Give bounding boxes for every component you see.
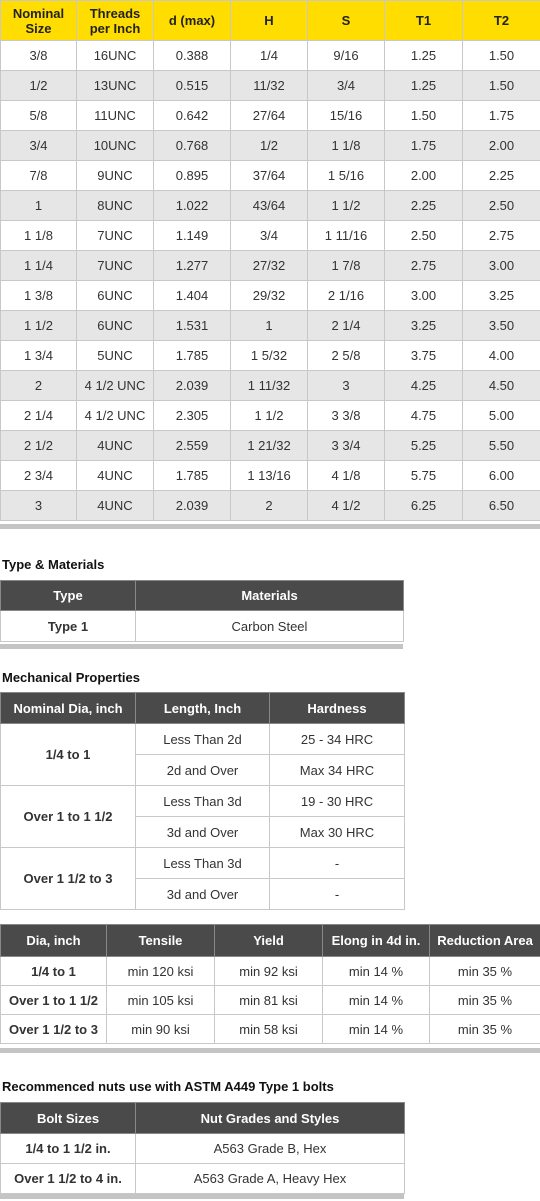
h-cell: 2 <box>231 491 308 521</box>
table-row <box>1 986 540 1015</box>
threads-cell: 7UNC <box>77 251 154 281</box>
length-cell: Less Than 3d <box>136 848 270 879</box>
h-cell: 11/32 <box>231 71 308 101</box>
table-row <box>1 101 540 131</box>
table-row <box>1 1164 405 1194</box>
header-nut-grades: Nut Grades and Styles <box>136 1103 405 1134</box>
nut-grade-cell: A563 Grade A, Heavy Hex <box>136 1164 405 1194</box>
nominal-size-cell: 2 1/4 <box>1 401 77 431</box>
table-row <box>1 251 540 281</box>
table-row <box>1 191 540 221</box>
type-materials-header-row <box>1 581 404 611</box>
threads-cell: 4 1/2 UNC <box>77 371 154 401</box>
nominal-size-cell: 5/8 <box>1 101 77 131</box>
threads-cell: 4 1/2 UNC <box>77 401 154 431</box>
s-cell: 3 3/4 <box>308 431 385 461</box>
table-row <box>1 786 405 817</box>
bolt-size-cell: 1/4 to 1 1/2 in. <box>1 1134 136 1164</box>
table-row <box>1 611 404 642</box>
d-max-cell: 0.388 <box>154 41 231 71</box>
s-cell: 4 1/8 <box>308 461 385 491</box>
header-hardness: Hardness <box>270 693 405 724</box>
header-nominal-dia: Nominal Dia, inch <box>1 693 136 724</box>
t2-cell: 1.50 <box>463 41 540 71</box>
dia-range-cell: 1/4 to 1 <box>1 724 136 786</box>
t1-cell: 4.75 <box>385 401 463 431</box>
table-row <box>1 491 540 521</box>
header-t1: T1 <box>385 1 463 41</box>
nominal-size-cell: 1 1/4 <box>1 251 77 281</box>
d-max-cell: 1.404 <box>154 281 231 311</box>
t2-cell: 6.50 <box>463 491 540 521</box>
nominal-size-cell: 3/8 <box>1 41 77 71</box>
header-dia-inch: Dia, inch <box>1 925 107 957</box>
nominal-size-cell: 1 1/8 <box>1 221 77 251</box>
tensile-cell: min 105 ksi <box>107 986 215 1015</box>
tensile-header-row <box>1 925 540 957</box>
t1-cell: 1.25 <box>385 41 463 71</box>
d-max-cell: 2.305 <box>154 401 231 431</box>
threads-cell: 11UNC <box>77 101 154 131</box>
t1-cell: 1.25 <box>385 71 463 101</box>
t2-cell: 2.00 <box>463 131 540 161</box>
h-cell: 1 5/32 <box>231 341 308 371</box>
nut-grade-cell: A563 Grade B, Hex <box>136 1134 405 1164</box>
s-cell: 4 1/2 <box>308 491 385 521</box>
header-h: H <box>231 1 308 41</box>
s-cell: 1 11/16 <box>308 221 385 251</box>
table-row <box>1 371 540 401</box>
t2-cell: 2.50 <box>463 191 540 221</box>
table-row <box>1 724 405 755</box>
nominal-size-cell: 1/2 <box>1 71 77 101</box>
nuts-table <box>0 1102 405 1194</box>
dia-cell: Over 1 to 1 1/2 <box>1 986 107 1015</box>
nuts-bottom-bar <box>0 1194 404 1199</box>
table-row <box>1 131 540 161</box>
t1-cell: 3.75 <box>385 341 463 371</box>
hardness-cell: 19 - 30 HRC <box>270 786 405 817</box>
t2-cell: 3.00 <box>463 251 540 281</box>
d-max-cell: 1.149 <box>154 221 231 251</box>
h-cell: 1/2 <box>231 131 308 161</box>
h-cell: 27/64 <box>231 101 308 131</box>
type-materials-table <box>0 580 404 642</box>
d-max-cell: 0.642 <box>154 101 231 131</box>
header-threads-per-inch: Threads per Inch <box>77 1 154 41</box>
s-cell: 15/16 <box>308 101 385 131</box>
nominal-size-cell: 2 1/2 <box>1 431 77 461</box>
s-cell: 1 7/8 <box>308 251 385 281</box>
header-d-max: d (max) <box>154 1 231 41</box>
t1-cell: 2.25 <box>385 191 463 221</box>
header-tensile: Tensile <box>107 925 215 957</box>
h-cell: 1 11/32 <box>231 371 308 401</box>
length-cell: 3d and Over <box>136 817 270 848</box>
hardness-cell: Max 34 HRC <box>270 755 405 786</box>
materials-cell: Carbon Steel <box>136 611 404 642</box>
t2-cell: 2.75 <box>463 221 540 251</box>
t2-cell: 5.50 <box>463 431 540 461</box>
s-cell: 1 1/2 <box>308 191 385 221</box>
t1-cell: 6.25 <box>385 491 463 521</box>
t1-cell: 2.50 <box>385 221 463 251</box>
reduction-area-cell: min 35 % <box>430 1015 540 1044</box>
h-cell: 29/32 <box>231 281 308 311</box>
mechanical-properties-table <box>0 692 405 910</box>
t1-cell: 4.25 <box>385 371 463 401</box>
h-cell: 27/32 <box>231 251 308 281</box>
nominal-size-cell: 3 <box>1 491 77 521</box>
table-row <box>1 957 540 986</box>
t1-cell: 5.25 <box>385 431 463 461</box>
dimensions-table-bottom-bar <box>0 524 540 529</box>
d-max-cell: 1.531 <box>154 311 231 341</box>
table-row <box>1 1015 540 1044</box>
hardness-cell: - <box>270 848 405 879</box>
hardness-cell: 25 - 34 HRC <box>270 724 405 755</box>
mechanical-properties-heading: Mechanical Properties <box>2 670 140 685</box>
tensile-bottom-bar <box>0 1048 540 1053</box>
threads-cell: 4UNC <box>77 491 154 521</box>
header-bolt-sizes: Bolt Sizes <box>1 1103 136 1134</box>
yield-cell: min 58 ksi <box>215 1015 323 1044</box>
nuts-heading: Recommenced nuts use with ASTM A449 Type 1 bolts <box>2 1079 334 1094</box>
threads-cell: 5UNC <box>77 341 154 371</box>
nominal-size-cell: 1 1/2 <box>1 311 77 341</box>
table-row <box>1 311 540 341</box>
header-s: S <box>308 1 385 41</box>
mechanical-header-row <box>1 693 405 724</box>
s-cell: 1 1/8 <box>308 131 385 161</box>
threads-cell: 7UNC <box>77 221 154 251</box>
h-cell: 43/64 <box>231 191 308 221</box>
header-length: Length, Inch <box>136 693 270 724</box>
h-cell: 1 21/32 <box>231 431 308 461</box>
h-cell: 37/64 <box>231 161 308 191</box>
type-cell: Type 1 <box>1 611 136 642</box>
length-cell: Less Than 3d <box>136 786 270 817</box>
tensile-cell: min 120 ksi <box>107 957 215 986</box>
s-cell: 3/4 <box>308 71 385 101</box>
threads-cell: 8UNC <box>77 191 154 221</box>
d-max-cell: 2.559 <box>154 431 231 461</box>
table-row <box>1 848 405 879</box>
d-max-cell: 0.515 <box>154 71 231 101</box>
table-row <box>1 431 540 461</box>
h-cell: 1 13/16 <box>231 461 308 491</box>
dia-range-cell: Over 1 1/2 to 3 <box>1 848 136 910</box>
t2-cell: 2.25 <box>463 161 540 191</box>
yield-cell: min 92 ksi <box>215 957 323 986</box>
dia-cell: Over 1 1/2 to 3 <box>1 1015 107 1044</box>
header-type: Type <box>1 581 136 611</box>
d-max-cell: 0.895 <box>154 161 231 191</box>
h-cell: 1 <box>231 311 308 341</box>
length-cell: Less Than 2d <box>136 724 270 755</box>
t2-cell: 4.00 <box>463 341 540 371</box>
nominal-size-cell: 1 3/4 <box>1 341 77 371</box>
hardness-cell: - <box>270 879 405 910</box>
t1-cell: 5.75 <box>385 461 463 491</box>
table-row <box>1 1134 405 1164</box>
header-t2: T2 <box>463 1 540 41</box>
threads-cell: 6UNC <box>77 281 154 311</box>
threads-cell: 9UNC <box>77 161 154 191</box>
t1-cell: 3.25 <box>385 311 463 341</box>
header-elongation: Elong in 4d in. <box>323 925 430 957</box>
nominal-size-cell: 3/4 <box>1 131 77 161</box>
threads-cell: 13UNC <box>77 71 154 101</box>
h-cell: 1 1/2 <box>231 401 308 431</box>
s-cell: 3 <box>308 371 385 401</box>
h-cell: 3/4 <box>231 221 308 251</box>
header-nominal-size: Nominal Size <box>1 1 77 41</box>
elongation-cell: min 14 % <box>323 986 430 1015</box>
d-max-cell: 1.022 <box>154 191 231 221</box>
t1-cell: 1.50 <box>385 101 463 131</box>
t1-cell: 2.00 <box>385 161 463 191</box>
nominal-size-cell: 2 3/4 <box>1 461 77 491</box>
dimensions-table <box>0 0 540 521</box>
threads-cell: 6UNC <box>77 311 154 341</box>
elongation-cell: min 14 % <box>323 1015 430 1044</box>
table-row <box>1 161 540 191</box>
threads-cell: 16UNC <box>77 41 154 71</box>
tensile-cell: min 90 ksi <box>107 1015 215 1044</box>
s-cell: 9/16 <box>308 41 385 71</box>
t2-cell: 5.00 <box>463 401 540 431</box>
nominal-size-cell: 1 3/8 <box>1 281 77 311</box>
reduction-area-cell: min 35 % <box>430 957 540 986</box>
t2-cell: 6.00 <box>463 461 540 491</box>
dimensions-header-row <box>1 1 540 41</box>
elongation-cell: min 14 % <box>323 957 430 986</box>
type-materials-bottom-bar <box>0 644 403 649</box>
length-cell: 2d and Over <box>136 755 270 786</box>
t1-cell: 2.75 <box>385 251 463 281</box>
bolt-size-cell: Over 1 1/2 to 4 in. <box>1 1164 136 1194</box>
s-cell: 2 1/16 <box>308 281 385 311</box>
s-cell: 2 1/4 <box>308 311 385 341</box>
table-row <box>1 281 540 311</box>
yield-cell: min 81 ksi <box>215 986 323 1015</box>
hardness-cell: Max 30 HRC <box>270 817 405 848</box>
nominal-size-cell: 7/8 <box>1 161 77 191</box>
d-max-cell: 2.039 <box>154 491 231 521</box>
table-row <box>1 221 540 251</box>
threads-cell: 4UNC <box>77 431 154 461</box>
header-yield: Yield <box>215 925 323 957</box>
tensile-body <box>1 957 540 1044</box>
s-cell: 1 5/16 <box>308 161 385 191</box>
d-max-cell: 1.785 <box>154 341 231 371</box>
reduction-area-cell: min 35 % <box>430 986 540 1015</box>
threads-cell: 4UNC <box>77 461 154 491</box>
dia-cell: 1/4 to 1 <box>1 957 107 986</box>
header-reduction-area: Reduction Area <box>430 925 540 957</box>
t2-cell: 1.50 <box>463 71 540 101</box>
t2-cell: 3.50 <box>463 311 540 341</box>
dia-range-cell: Over 1 to 1 1/2 <box>1 786 136 848</box>
t2-cell: 1.75 <box>463 101 540 131</box>
table-row <box>1 341 540 371</box>
header-materials: Materials <box>136 581 404 611</box>
nominal-size-cell: 1 <box>1 191 77 221</box>
tensile-properties-table <box>0 924 540 1044</box>
t1-cell: 3.00 <box>385 281 463 311</box>
h-cell: 1/4 <box>231 41 308 71</box>
t2-cell: 4.50 <box>463 371 540 401</box>
table-row <box>1 461 540 491</box>
d-max-cell: 2.039 <box>154 371 231 401</box>
d-max-cell: 1.785 <box>154 461 231 491</box>
t1-cell: 1.75 <box>385 131 463 161</box>
length-cell: 3d and Over <box>136 879 270 910</box>
d-max-cell: 0.768 <box>154 131 231 161</box>
nuts-header-row <box>1 1103 405 1134</box>
d-max-cell: 1.277 <box>154 251 231 281</box>
type-materials-heading: Type & Materials <box>2 557 105 572</box>
t2-cell: 3.25 <box>463 281 540 311</box>
s-cell: 3 3/8 <box>308 401 385 431</box>
table-row <box>1 41 540 71</box>
table-row <box>1 71 540 101</box>
nominal-size-cell: 2 <box>1 371 77 401</box>
s-cell: 2 5/8 <box>308 341 385 371</box>
threads-cell: 10UNC <box>77 131 154 161</box>
table-row <box>1 401 540 431</box>
dimensions-body <box>1 41 540 521</box>
